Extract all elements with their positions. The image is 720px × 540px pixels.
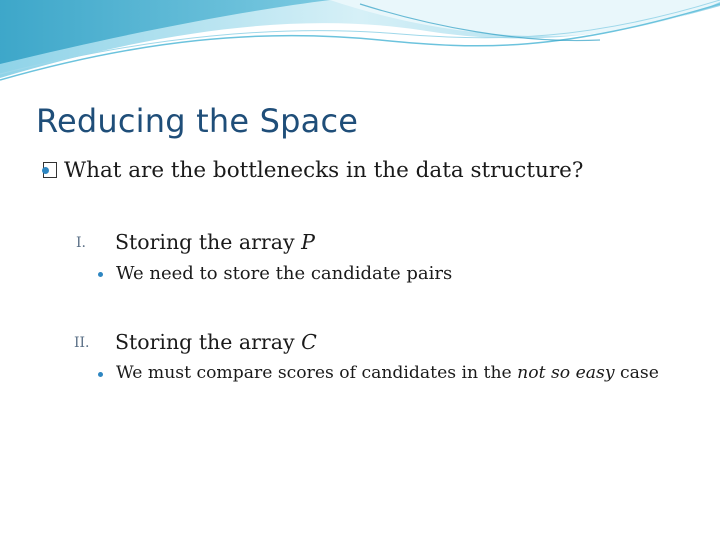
slide-title: Reducing the Space — [36, 102, 359, 140]
bullet-icon — [42, 162, 62, 178]
item-1-heading — [115, 230, 315, 254]
item-1-heading-text: Storing the array — [115, 230, 302, 254]
numeral-2: II. — [74, 335, 90, 351]
question-line — [42, 158, 583, 183]
sub-bullet-dot-icon — [98, 372, 103, 377]
item-2-subpoint-text: We must compare scores of candidates in the — [116, 363, 518, 383]
item-2-variable: C — [301, 330, 317, 354]
item-2-subpoint-emphasis: not so easy — [517, 363, 615, 383]
numeral-1: I. — [76, 235, 86, 251]
item-2-heading-text: Storing the array — [115, 330, 302, 354]
header-wave-decoration — [0, 0, 720, 100]
item-2-subpoint-tail: case — [614, 363, 659, 383]
item-2-heading — [115, 330, 317, 354]
item-1-subpoint: We need to store the candidate pairs — [116, 263, 453, 284]
sub-bullet-dot-icon — [98, 272, 103, 277]
item-2-subpoint — [116, 363, 659, 383]
question-text: What are the bottlenecks in the data structure? — [64, 158, 584, 183]
item-1-variable: P — [301, 230, 315, 254]
